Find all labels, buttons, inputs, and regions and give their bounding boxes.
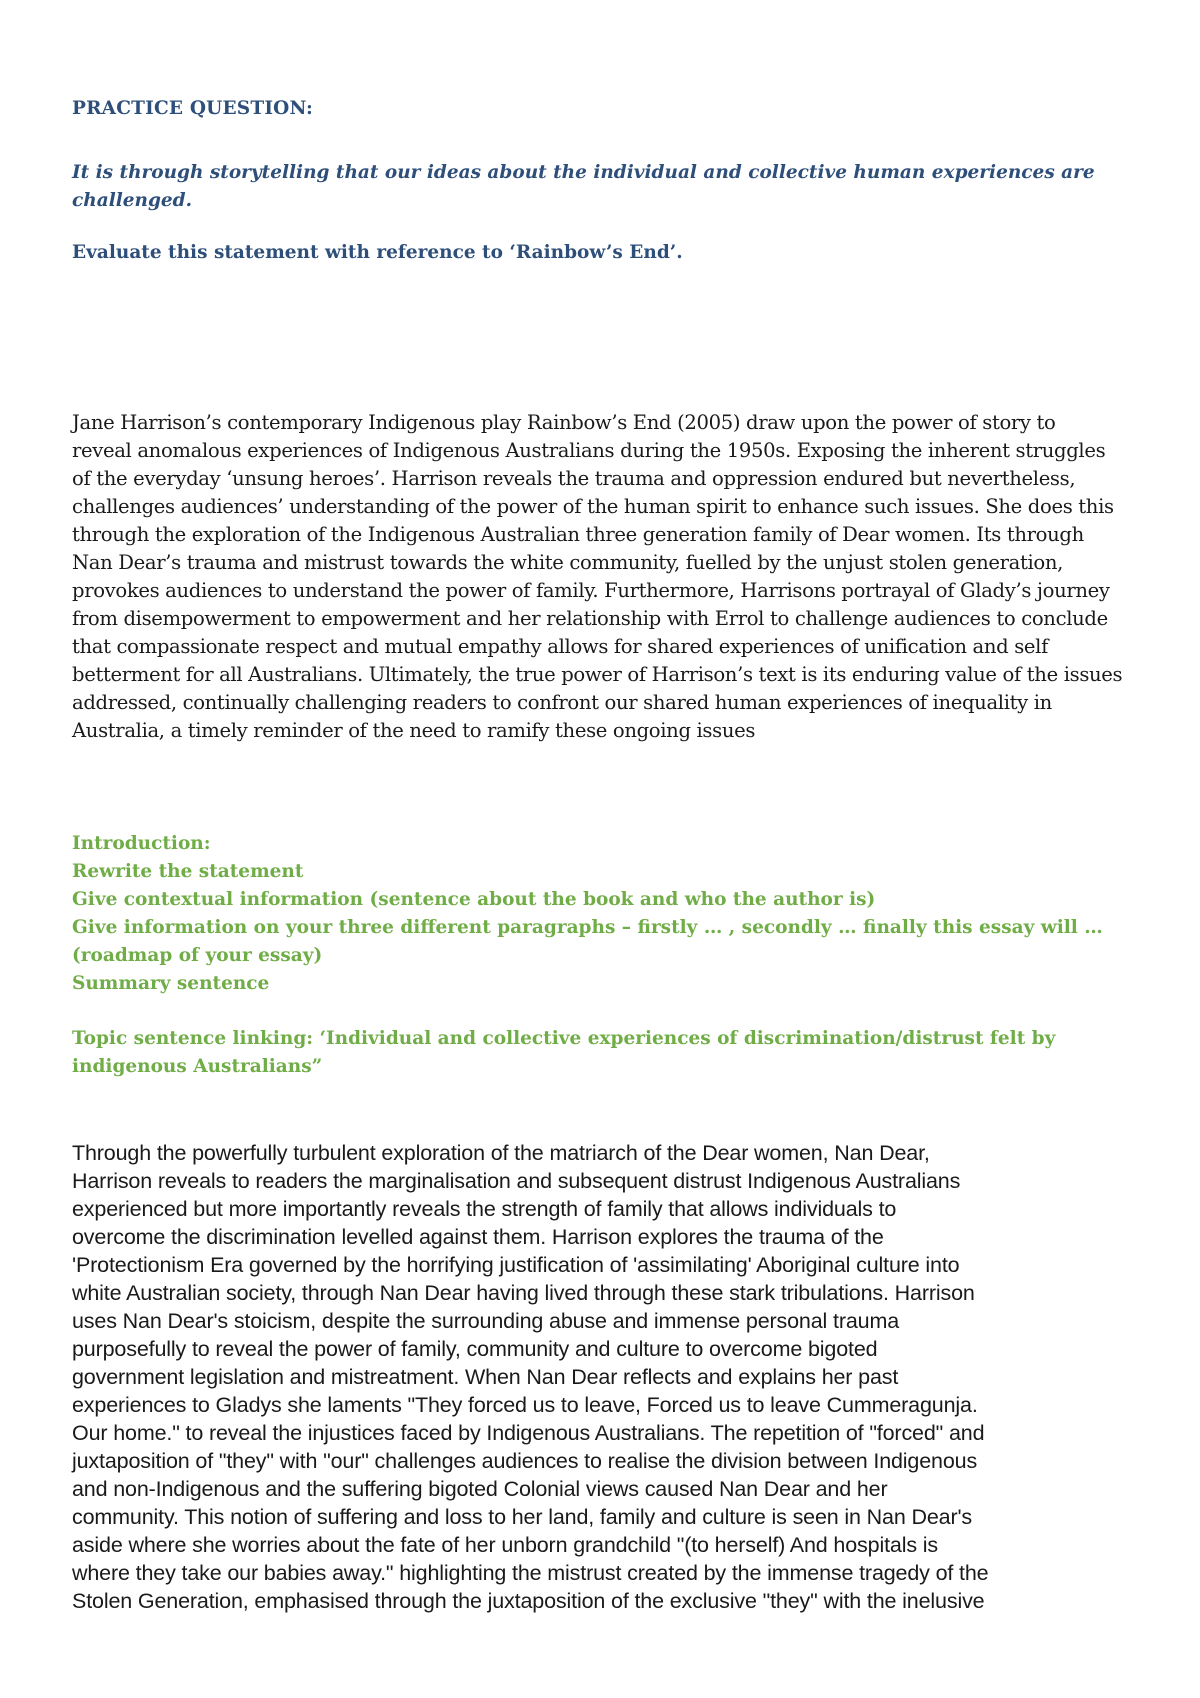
practice-question-heading: PRACTICE QUESTION:	[72, 98, 313, 119]
body-paragraph	[72, 1139, 1142, 1615]
guide-item: Rewrite the statement	[72, 861, 304, 882]
guide-heading: Introduction:	[72, 833, 211, 854]
question-prompt-line: It is through storytelling that our ideas about the individual and collective human experiences are	[72, 162, 1095, 183]
paragraph-line: reveal anomalous experiences of Indigenous Australians during the 1950s. Exposing the inherent struggles	[72, 439, 1106, 462]
paragraph-line: provokes audiences to understand the power of family. Furthermore, Harrisons portrayal of Glady’s journey	[72, 579, 1110, 602]
question-prompt-line: challenged.	[72, 190, 193, 211]
paragraph-line: uses Nan Dear's stoicism, despite the surrounding abuse and immense personal trauma	[72, 1309, 900, 1333]
question-task: Evaluate this statement with reference to ‘Rainbow’s End’.	[72, 242, 683, 263]
paragraph-line: white Australian society, through Nan Dear having lived through these stark tribulations. Harrison	[72, 1281, 975, 1305]
sample-introduction-paragraph	[72, 409, 1140, 745]
paragraph-line: from disempowerment to empowerment and her relationship with Errol to challenge audiences to conclude	[72, 607, 1108, 630]
topic-sentence-guide	[72, 1025, 1112, 1081]
paragraph-line: experiences to Gladys she laments "They forced us to leave, Forced us to leave Cummeragunja.	[72, 1393, 978, 1417]
paragraph-line: betterment for all Australians. Ultimately, the true power of Harrison’s text is its enduring value of the issues	[72, 663, 1123, 686]
guide-item: Summary sentence	[72, 973, 270, 994]
paragraph-line: 'Protectionism Era governed by the horrifying justification of 'assimilating' Aboriginal culture into	[72, 1253, 960, 1277]
guide-item: Give information on your three different paragraphs – firstly … , secondly … finally this essay will …	[72, 917, 1103, 938]
paragraph-line: and non-Indigenous and the suffering bigoted Colonial views caused Nan Dear and her	[72, 1477, 888, 1501]
paragraph-line: of the everyday ‘unsung heroes’. Harrison reveals the trauma and oppression endured but nevertheless,	[72, 467, 1076, 490]
paragraph-line: overcome the discrimination levelled against them. Harrison explores the trauma of the	[72, 1225, 884, 1249]
paragraph-line: addressed, continually challenging readers to confront our shared human experiences of inequality in	[72, 691, 1052, 714]
introduction-guide	[72, 830, 1140, 998]
paragraph-line: aside where she worries about the fate of her unborn grandchild "(to herself) And hospitals is	[72, 1533, 938, 1557]
guide-topic-line: indigenous Australians”	[72, 1056, 323, 1077]
paragraph-line: community. This notion of suffering and loss to her land, family and culture is seen in Nan Dear's	[72, 1505, 973, 1529]
paragraph-line: that compassionate respect and mutual empathy allows for shared experiences of unification and self	[72, 635, 1048, 658]
paragraph-line: Nan Dear’s trauma and mistrust towards the white community, fuelled by the unjust stolen generation,	[72, 551, 1064, 574]
paragraph-line: Stolen Generation, emphasised through the juxtaposition of the exclusive "they" with the inelusive	[72, 1589, 985, 1613]
paragraph-line: through the exploration of the Indigenous Australian three generation family of Dear women. Its through	[72, 523, 1084, 546]
paragraph-line: Harrison reveals to readers the marginalisation and subsequent distrust Indigenous Australians	[72, 1169, 961, 1193]
paragraph-line: government legislation and mistreatment. When Nan Dear reflects and explains her past	[72, 1365, 899, 1389]
paragraph-line: purposefully to reveal the power of family, community and culture to overcome bigoted	[72, 1337, 878, 1361]
guide-item: Give contextual information (sentence about the book and who the author is)	[72, 889, 876, 910]
paragraph-line: juxtaposition of "they" with "our" challenges audiences to realise the division between Indigenous	[72, 1449, 978, 1473]
paragraph-line: where they take our babies away." highlighting the mistrust created by the immense tragedy of the	[72, 1561, 989, 1585]
paragraph-line: experienced but more importantly reveals the strength of family that allows individuals to	[72, 1197, 897, 1221]
guide-item: (roadmap of your essay)	[72, 945, 323, 966]
guide-topic-line: Topic sentence linking: ‘Individual and collective experiences of discrimination/distrust felt by	[72, 1028, 1056, 1049]
paragraph-line: Australia, a timely reminder of the need to ramify these ongoing issues	[72, 719, 756, 742]
question-prompt	[72, 159, 1112, 215]
paragraph-line: Through the powerfully turbulent exploration of the matriarch of the Dear women, Nan Dear,	[72, 1141, 930, 1165]
paragraph-line: Our home." to reveal the injustices faced by Indigenous Australians. The repetition of "forced" and	[72, 1421, 985, 1445]
paragraph-line: challenges audiences’ understanding of the power of the human spirit to enhance such issues. She does this	[72, 495, 1114, 518]
paragraph-line: Jane Harrison’s contemporary Indigenous play Rainbow’s End (2005) draw upon the power of story to	[72, 411, 1056, 434]
